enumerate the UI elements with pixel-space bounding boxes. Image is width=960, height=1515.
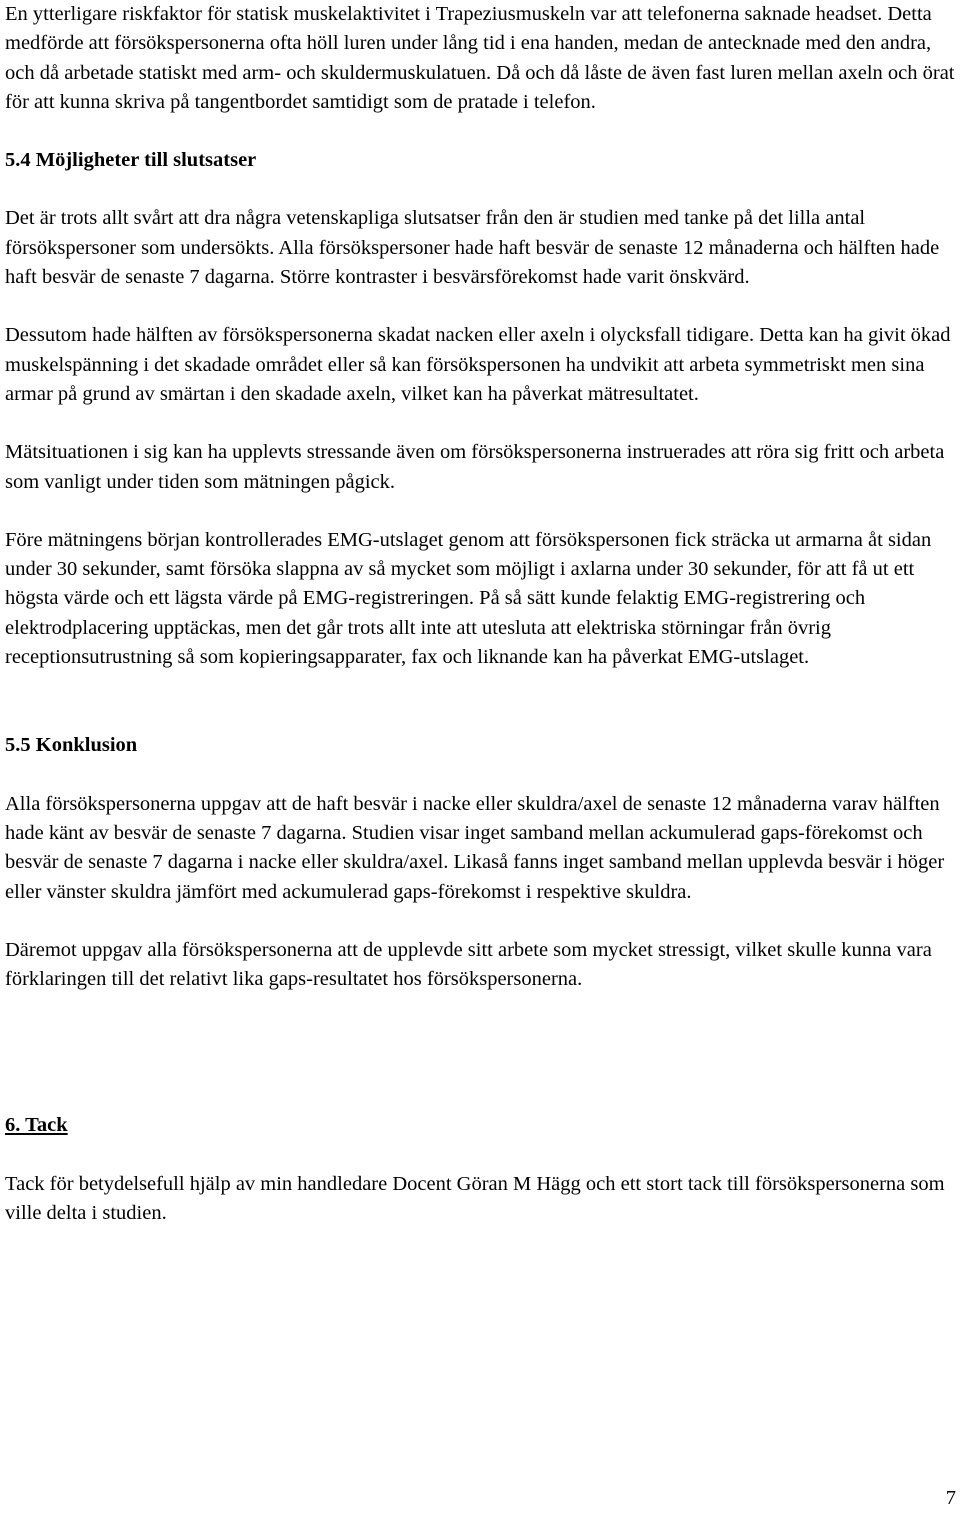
paragraph-emg-check: Före mätningens början kontrollerades EMG-utslaget genom att försökspersonen fick sträcka ut armarna åt sidan under 30 sekunder, samt försöka slappna av så mycket som möjligt i axlarna under 30 sekunder, för att få ut ett högsta värde och ett lägsta värde på EMG-registreringen. På så sätt kunde felaktig EMG-registrering och elektrodplacering upptäckas, men det går trots allt inte att utesluta att elektriska störningar från övrig receptionsutrustning så som kopieringsapparater, fax och liknande kan ha påverkat EMG-utslaget. [5,528,932,669]
paragraph-stress: Däremot uppgav alla försökspersonerna att de upplevde sitt arbete som mycket stressigt, vilket skulle kunna vara förklaringen till det relativt lika gaps-resultatet hos försökspersonerna. [5,938,932,991]
page-number: 7 [945,1487,956,1509]
document-page [5,0,957,1228]
paragraph-measurement-situation: Mätsituationen i sig kan ha upplevts stressande även om försökspersonerna instruerades att röra sig fritt och arbeta som vanligt under tiden som mätningen pågick. [5,441,945,493]
heading-section-5-5: 5.5 Konklusion [5,734,138,757]
heading-section-6: 6. Tack [5,1114,68,1137]
paragraph-risk-factor: En ytterligare riskfaktor för statisk muskelaktivitet i Trapeziusmuskeln var att telefonerna saknade headset. Detta medförde att försökspersonerna ofta höll luren under lång tid i ena handen, medan de antecknade med den andra, och då arbetade statiskt med arm- och skuldermuskulatuen. Då och då låste de även fast luren mellan axeln och örat för att kunna skriva på tangentbordet samtidigt som de pratade i telefon. [5,3,955,113]
paragraph-conclusions-difficulty: Det är trots allt svårt att dra några vetenskapliga slutsatser från den är studien med tanke på det lilla antal försökspersoner som undersökts. Alla försökspersoner hade haft besvär de senaste 12 månaderna och hälften hade haft besvär de senaste 7 dagarna. Större kontraster i besvärsförekomst hade varit önskvärd. [5,207,940,289]
paragraph-thanks: Tack för betydelsefull hjälp av min handledare Docent Göran M Hägg och ett stort tack till försökspersonerna som ville delta i studien. [5,1172,945,1225]
paragraph-conclusion: Alla försökspersonerna uppgav att de haft besvär i nacke eller skuldra/axel de senaste 12 månaderna varav hälften hade känt av besvär de senaste 7 dagarna. Studien visar inget samband mellan ackumulerad gaps-förekomst och besvär de senaste 7 dagarna i nacke eller skuldra/axel. Likaså fanns inget samband mellan upplevda besvär i höger eller vänster skuldra jämfört med ackumulerad gaps-förekomst i respektive skuldra. [5,792,945,903]
paragraph-injuries: Dessutom hade hälften av försökspersonerna skadat nacken eller axeln i olycksfall tidigare. Detta kan ha givit ökad muskelspänning i det skadade området eller så kan försökspersonen ha undvikit att arbeta symmetriskt men sina armar på grund av smärtan i den skadade axeln, vilket kan ha påverkat mätresultatet. [5,324,951,405]
heading-section-5-4: 5.4 Möjligheter till slutsatser [5,149,257,172]
